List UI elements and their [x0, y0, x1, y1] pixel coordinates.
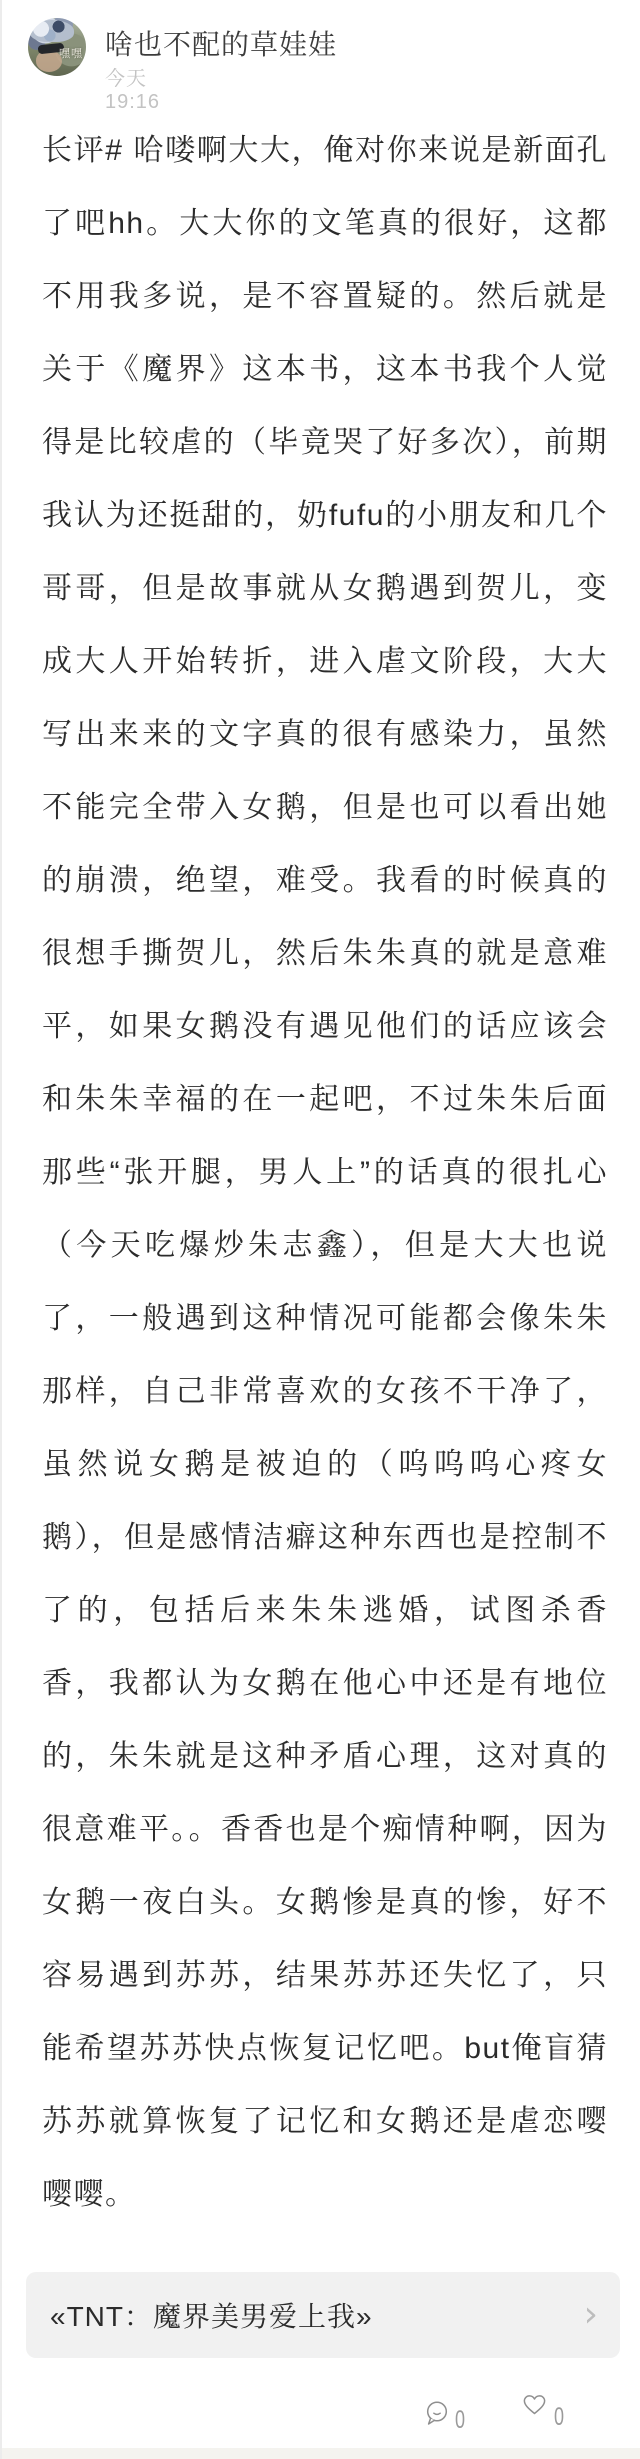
- post-body-text: 长评# 哈喽啊大大，俺对你来说是新面孔了吧hh。大大你的文笔真的很好，这都不用我多说，是不容置疑的。然后就是关于《魔界》这本书，这本书我个人觉得是比较虐的（毕竟哭了好多次），前期我认为还挺甜的，奶fufu的小朋友和几个哥哥，但是故事就从女鹅遇到贺儿，变成大人开始转折，进入虐文阶段，大大写出来来的文字真的很有感染力，虽然不能完全带入女鹅，但是也可以看出她的崩溃，绝望，难受。我看的时候真的很想手撕贺儿，然后朱朱真的就是意难平，如果女鹅没有遇见他们的话应该会和朱朱幸福的在一起吧，不过朱朱后面那些“张开腿，男人上”的话真的很扎心（今天吃爆炒朱志鑫），但是大大也说了，一般遇到这种情况可能都会像朱朱那样，自己非常喜欢的女孩不干净了，虽然说女鹅是被迫的（呜呜呜心疼女鹅），但是感情洁癖这种东西也是控制不了的，包括后来朱朱逃婚，试图杀香香，我都认为女鹅在他心中还是有地位的，朱朱就是这种矛盾心理，这对真的很意难平。。香香也是个痴情种啊，因为女鹅一夜白头。女鹅惨是真的惨，好不容易遇到苏苏，结果苏苏还失忆了，只能希望苏苏快点恢复记忆吧。but俺盲猜苏苏就算恢复了记忆和女鹅还是虐恋嘤嘤嘤。: [42, 134, 608, 2211]
- novel-link-title: «TNT：魔界美男爱上我»: [50, 2301, 373, 2332]
- avatar[interactable]: [28, 18, 86, 76]
- action-bar: [2, 2388, 640, 2432]
- like-button[interactable]: [521, 2391, 568, 2432]
- username[interactable]: 啥也不配的草娃娃: [105, 29, 338, 60]
- comment-count: 0: [455, 2406, 466, 2434]
- chevron-right-icon: ›: [583, 2294, 598, 2335]
- heart-icon: [521, 2391, 548, 2417]
- section-separator: [2, 2448, 640, 2459]
- comment-button[interactable]: [424, 2400, 469, 2435]
- comment-icon: [424, 2400, 449, 2426]
- novel-link-card[interactable]: [26, 2272, 620, 2358]
- timestamp: 今天 19:16: [105, 68, 161, 113]
- avatar-overlay-text: 嘿嘿: [59, 48, 83, 60]
- avatar-cap: [30, 20, 74, 42]
- like-count: 0: [554, 2403, 565, 2431]
